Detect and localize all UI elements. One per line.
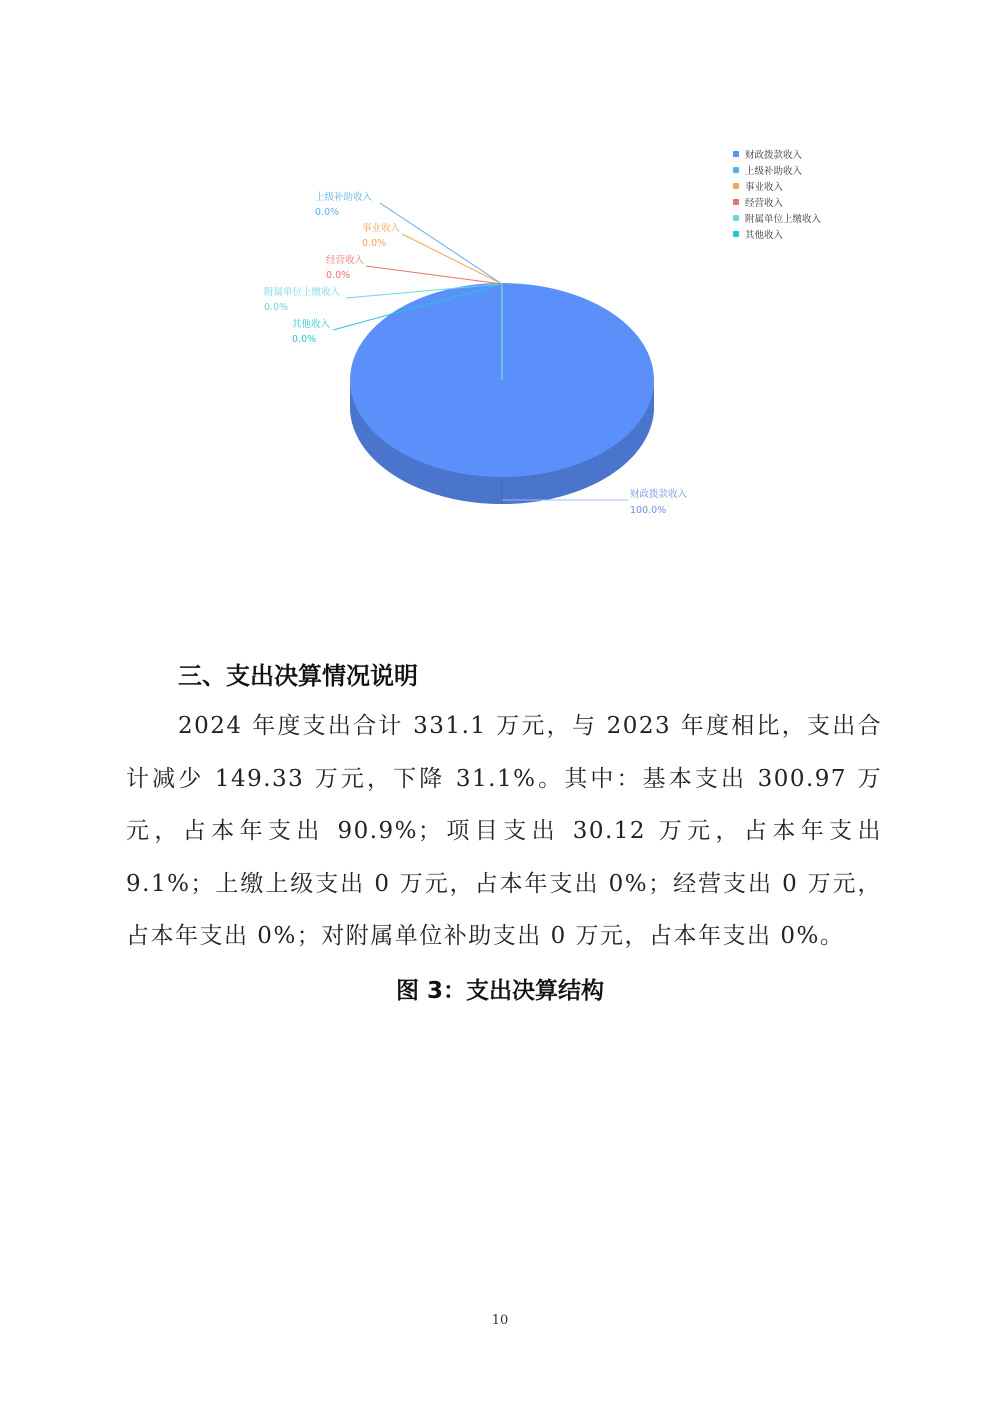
slice-label-2: 事业收入: [362, 223, 401, 234]
slice-value-3: 0.0%: [326, 270, 351, 281]
slice-label-1: 上级补助收入: [315, 192, 373, 203]
legend-item[interactable]: [733, 162, 821, 178]
legend-label: 财政拨款收入: [745, 150, 803, 161]
slice-label-0: 财政拨款收入: [630, 489, 688, 500]
legend-swatch-icon: [733, 231, 739, 237]
leader-line-3: [366, 266, 502, 284]
legend-label: 上级补助收入: [745, 166, 803, 177]
legend-swatch-icon: [733, 151, 739, 157]
legend-swatch-icon: [733, 167, 739, 173]
legend-label: 附属单位上缴收入: [745, 214, 822, 225]
slice-value-0: 100.0%: [630, 505, 667, 516]
legend-label: 事业收入: [745, 182, 784, 193]
legend-item[interactable]: [733, 178, 821, 194]
expenditure-paragraph: 2024 年度支出合计 331.1 万元，与 2023 年度相比，支出合计减少 149.33 万元，下降 31.1%。其中：基本支出 300.97 万元，占本年支出 90.9%；项目支出 30.12 万元，占本年支出 9.1%；上缴上级支出 0 万元，占本年支出 0%；经营支出 0 万元，占本年支出 0%；对附属单位补助支出 0 万元，占本年支出 0%。: [126, 713, 882, 949]
page-number: 10: [491, 1313, 509, 1328]
leader-line-1: [380, 203, 502, 284]
chart-legend: [733, 146, 821, 242]
leader-line-2: [402, 234, 502, 284]
slice-label-4: 附属单位上缴收入: [264, 287, 341, 298]
legend-item[interactable]: [733, 146, 821, 162]
slice-value-2: 0.0%: [362, 238, 387, 249]
slice-label-3: 经营收入: [326, 255, 365, 266]
slice-value-5: 0.0%: [292, 334, 317, 345]
legend-swatch-icon: [733, 215, 739, 221]
legend-swatch-icon: [733, 183, 739, 189]
income-pie-chart: [0, 0, 1000, 560]
legend-label: 经营收入: [745, 198, 784, 209]
slice-value-4: 0.0%: [264, 302, 289, 313]
figure-caption: 图 3：支出决算结构: [395, 978, 604, 1004]
slice-label-5: 其他收入: [292, 319, 331, 330]
legend-item[interactable]: [733, 210, 821, 226]
section-title: 三、支出决算情况说明: [178, 662, 418, 690]
slice-value-1: 0.0%: [315, 207, 340, 218]
legend-item[interactable]: [733, 194, 821, 210]
legend-swatch-icon: [733, 199, 739, 205]
legend-item[interactable]: [733, 226, 821, 242]
legend-label: 其他收入: [745, 230, 784, 241]
